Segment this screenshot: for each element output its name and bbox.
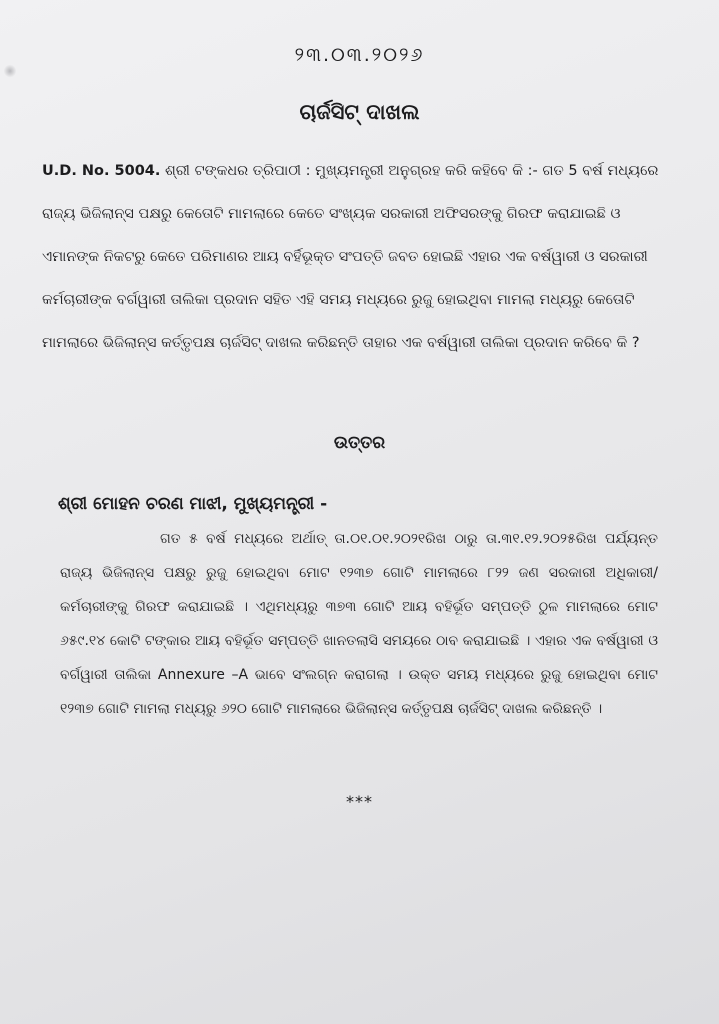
paper-smudge bbox=[4, 64, 16, 78]
answer-paragraph: ଗତ ୫ ବର୍ଷ ମଧ୍ୟରେ ଅର୍ଥାତ୍ ତା.୦୧.୦୧.୨୦୨୧ରିଖ ଠାରୁ ତା.୩୧.୧୨.୨୦୨୫ରିଖ ପର୍ଯ୍ୟନ୍ତ ରାଜ୍ୟ ଭିଜିଲାନ୍ସ ପକ୍ଷରୁ ରୁଜୁ ହୋଇଥିବା ମୋଟ ୧୨୩୭ ଗୋଟି ମାମଲାରେ ୮୨୨ ଜଣ ସରକାରୀ ଅଧିକାରୀ/କର୍ମଚାରୀଙ୍କୁ ଗିରଫ କରାଯାଇଛି । ଏଥିମଧ୍ୟରୁ ୩୭୩ ଗୋଟି ଆୟ ବହିର୍ଭୂତ ସମ୍ପତ୍ତି ଠୁଳ ମାମଲାରେ ମୋଟ ୬୫୯.୧୪ କୋଟି ଟଙ୍କାର ଆୟ ବହିର୍ଭୂତ ସମ୍ପତ୍ତି ଖାନତଲାସି ସମୟରେ ଠାବ କରାଯାଇଛି । ଏହାର ଏକ ବର୍ଷୱାରୀ ଓ ବର୍ଗୱାରୀ ତାଲିକା Annexure –A ଭାବେ ସଂଲଗ୍ନ କରାଗଲା । ଉକ୍ତ ସମୟ ମଧ୍ୟରେ ରୁଜୁ ହୋଇଥିବା ମୋଟ ୧୨୩୭ ଗୋଟି ମାମଲା ମଧ୍ୟରୁ ୬୨୦ ଗୋଟି ମାମଲାରେ ଭିଜିଲାନ୍ସ କର୍ତ୍ତୃପକ୍ଷ ଚାର୍ଜସିଟ୍ ଦାଖଲ କରିଛନ୍ତି । bbox=[60, 531, 658, 717]
question-block bbox=[42, 150, 668, 365]
end-mark: *** bbox=[346, 792, 373, 811]
answer-speaker: ଶ୍ରୀ ମୋହନ ଚରଣ ମାଝୀ, ମୁଖ୍ୟମନ୍ତ୍ରୀ - bbox=[58, 494, 328, 514]
document-title: ଚାର୍ଜସିଟ୍ ଦାଖଲ bbox=[299, 100, 420, 124]
question-paragraph bbox=[42, 150, 668, 365]
answer-block bbox=[60, 522, 658, 726]
answer-heading: ଉତ୍ତର bbox=[333, 433, 386, 453]
question-reference: U.D. No. 5004. bbox=[42, 163, 161, 179]
document-date: ୨୩.୦୩.୨୦୨୬ bbox=[294, 44, 425, 66]
question-text: ଶ୍ରୀ ଟଙ୍କଧର ତ୍ରିପାଠୀ : ମୁଖ୍ୟମନ୍ତ୍ରୀ ଅନୁଗ୍ରହ କରି କହିବେ କି :- ଗତ 5 ବର୍ଷ ମଧ୍ୟରେ ରାଜ୍ୟ ଭିଜିଲାନ୍ସ ପକ୍ଷରୁ କେତୋଟି ମାମଲାରେ କେତେ ସଂଖ୍ୟକ ସରକାରୀ ଅଫିସରଙ୍କୁ ଗିରଫ କରାଯାଇଛି ଓ ଏମାନଙ୍କ ନିକଟରୁ କେତେ ପରିମାଣର ଆୟ ବର୍ହିଭୂକ୍ତ ସଂପତ୍ତି ଜବତ ହୋଇଛି ଏହାର ଏକ ବର୍ଷୱାରୀ ଓ ସରକାରୀ କର୍ମଚାରୀଙ୍କ ବର୍ଗୱାରୀ ତାଲିକା ପ୍ରଦାନ ସହିତ ଏହି ସମୟ ମଧ୍ୟରେ ରୁଜୁ ହୋଇଥିବା ମାମଲା ମଧ୍ୟରୁ କେତୋଟି ମାମଲାରେ ଭିଜିଲାନ୍ସ କର୍ତ୍ତୃପକ୍ଷ ଚାର୍ଜସିଟ୍ ଦାଖଲ କରିଛନ୍ତି ତାହାର ଏକ ବର୍ଷୱାରୀ ତାଲିକା ପ୍ରଦାନ କରିବେ କି ? bbox=[42, 163, 659, 351]
